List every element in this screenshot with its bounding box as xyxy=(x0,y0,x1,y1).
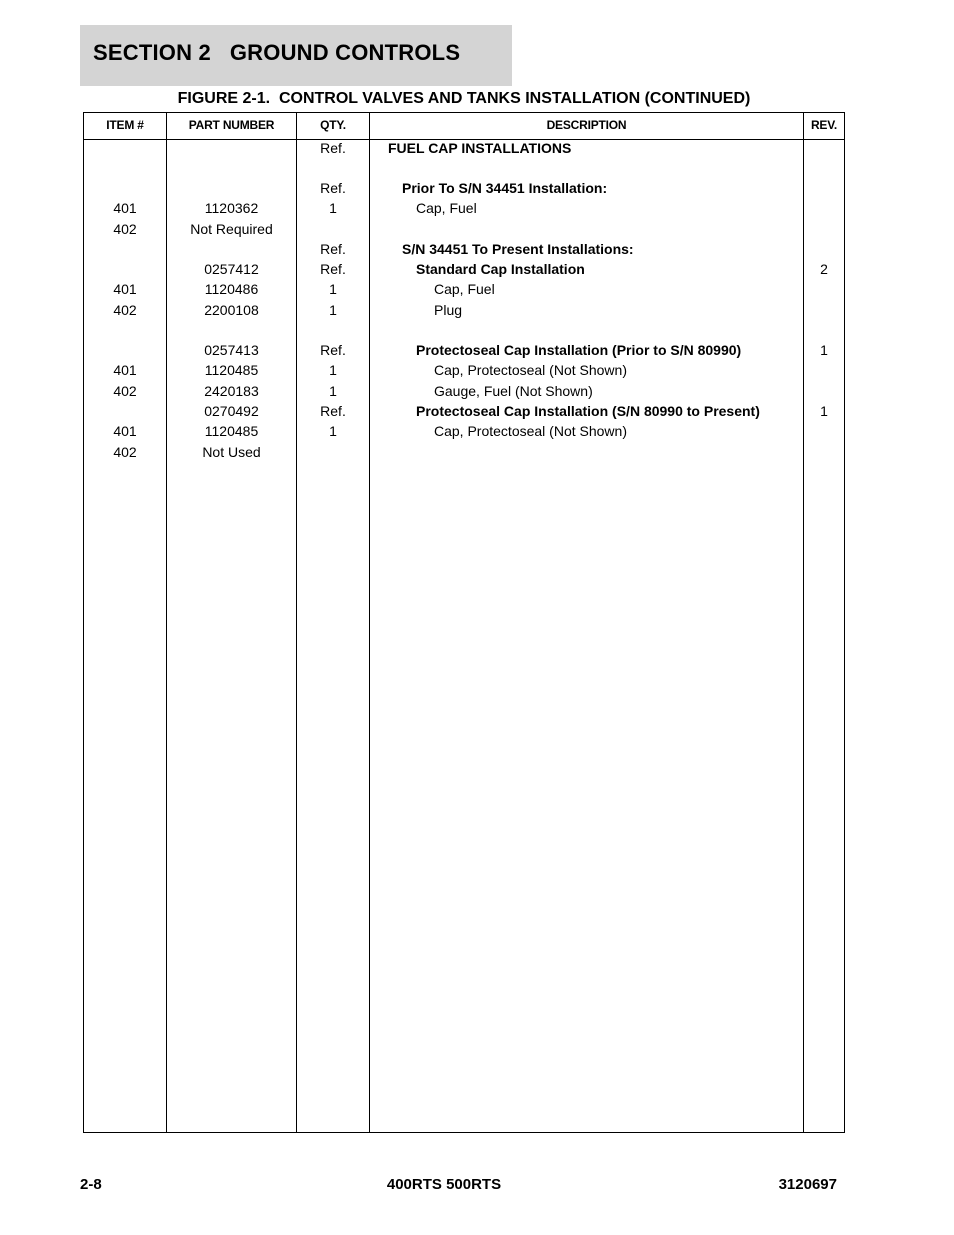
part-number: 1120362 xyxy=(204,200,259,216)
description: Cap, Protectoseal (Not Shown) xyxy=(434,423,627,439)
table-row xyxy=(84,401,844,421)
description: Protectoseal Cap Installation (S/N 80990 to Present) xyxy=(416,403,760,419)
header-qty: QTY. xyxy=(320,118,346,132)
quantity: Ref. xyxy=(320,180,346,196)
part-number: 1120485 xyxy=(204,362,259,378)
item-number: 401 xyxy=(113,362,137,378)
quantity: Ref. xyxy=(320,342,346,358)
item-number: 401 xyxy=(113,200,137,216)
header-part-number: PART NUMBER xyxy=(188,118,275,132)
header-description: DESCRIPTION xyxy=(546,118,627,132)
part-number: 1120485 xyxy=(204,423,259,439)
table-row xyxy=(84,340,844,360)
quantity: 1 xyxy=(329,302,337,318)
part-number: Not Used xyxy=(202,444,261,460)
part-number: 0257413 xyxy=(204,342,259,358)
table-row xyxy=(84,239,844,259)
item-number: 402 xyxy=(113,444,137,460)
item-number: 402 xyxy=(113,221,137,237)
section-title: SECTION 2 GROUND CONTROLS xyxy=(93,40,461,65)
quantity: Ref. xyxy=(320,403,346,419)
table-row xyxy=(84,198,844,218)
header-item: ITEM # xyxy=(106,118,144,132)
description: Protectoseal Cap Installation (Prior to S/N 80990) xyxy=(416,342,742,358)
footer-doc-number: 3120697 xyxy=(778,1176,837,1193)
part-number: Not Required xyxy=(190,221,273,237)
figure-title: FIGURE 2-1. CONTROL VALVES AND TANKS INSTALLATION (CONTINUED) xyxy=(177,90,751,107)
item-number: 401 xyxy=(113,423,137,439)
table-row xyxy=(84,138,844,158)
quantity: Ref. xyxy=(320,261,346,277)
description: Gauge, Fuel (Not Shown) xyxy=(434,383,593,399)
revision: 2 xyxy=(820,261,828,277)
quantity: 1 xyxy=(329,281,337,297)
description: Plug xyxy=(434,302,463,318)
table-row xyxy=(84,381,844,401)
table-row xyxy=(84,219,844,239)
table-row xyxy=(84,279,844,299)
revision: 1 xyxy=(820,342,828,358)
footer-page-number: 2-8 xyxy=(80,1176,102,1193)
table-row xyxy=(84,442,844,462)
quantity: Ref. xyxy=(320,241,346,257)
table-row xyxy=(84,259,844,279)
part-number: 2420183 xyxy=(204,383,259,399)
item-number: 402 xyxy=(113,302,137,318)
header-rev: REV. xyxy=(810,118,838,132)
part-number: 2200108 xyxy=(204,302,259,318)
quantity: 1 xyxy=(329,383,337,399)
parts-table xyxy=(83,112,845,1133)
description: Prior To S/N 34451 Installation: xyxy=(402,180,608,196)
table-row xyxy=(84,300,844,320)
quantity: 1 xyxy=(329,200,337,216)
part-number: 0270492 xyxy=(204,403,259,419)
description: Cap, Fuel xyxy=(434,281,495,297)
table-row xyxy=(84,178,844,198)
part-number: 0257412 xyxy=(204,261,259,277)
table-row xyxy=(84,421,844,441)
item-number: 402 xyxy=(113,383,137,399)
table-row xyxy=(84,360,844,380)
part-number: 1120486 xyxy=(204,281,259,297)
footer-model: 400RTS 500RTS xyxy=(386,1176,502,1193)
description: FUEL CAP INSTALLATIONS xyxy=(388,140,572,156)
description: Cap, Fuel xyxy=(416,200,477,216)
description: Standard Cap Installation xyxy=(416,261,585,277)
description: Cap, Protectoseal (Not Shown) xyxy=(434,362,627,378)
description: S/N 34451 To Present Installations: xyxy=(402,241,634,257)
quantity: 1 xyxy=(329,423,337,439)
quantity: 1 xyxy=(329,362,337,378)
item-number: 401 xyxy=(113,281,137,297)
quantity: Ref. xyxy=(320,140,346,156)
revision: 1 xyxy=(820,403,828,419)
